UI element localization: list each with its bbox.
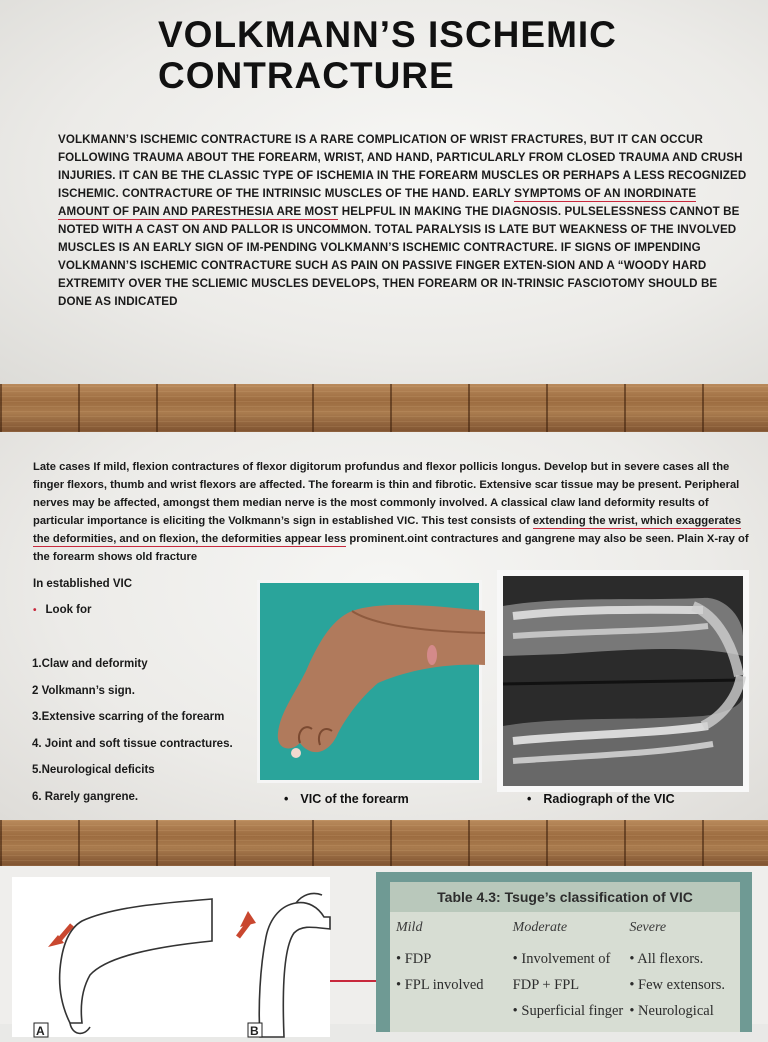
intro-text-end: HELPFUL IN MAKING THE DIAGNOSIS. PULSELESSNESS CANNOT BE NOTED WITH A CAST ON AND PALLOR IS UNCOMMON. TOTAL PARALYSIS IS LATE BUT WEAKNESS OF THE INVOLVED MUSCLES IS AN EARLY SIGN OF IM-PENDING VOLKMANN’S ISCHEMIC CONTRACTURE. IF SIGNS OF IMPENDING VOLKMANN’S ISCHEMIC CONTRACTURE SUCH AS PAIN ON PASSIVE FINGER EXTEN-SION AND A “WOODY HARD EXTREMITY OVER THE SCLIEMIC MUSCLES DEVELOPS, THEN FOREARM OR IN-TRINSIC FASCIOTOMY SHOULD BE DONE AS INDICATED xyxy=(58,205,740,308)
wood-divider-bottom xyxy=(0,820,768,866)
wood-divider-top xyxy=(0,384,768,432)
finding-item: 1.Claw and deformity xyxy=(32,658,148,670)
panel-label-a: A xyxy=(36,1024,45,1038)
slide-classification xyxy=(0,866,768,1038)
table-title: Table 4.3: Tsuge’s classification of VIC xyxy=(390,882,740,912)
caption-bullet: • xyxy=(284,792,289,806)
panel-label-b: B xyxy=(250,1024,259,1038)
slide-late-cases xyxy=(0,432,768,820)
table-cell: • Few extensors. xyxy=(629,977,726,993)
late-underlined-text: extending the wrist, which exaggerates the deformities, and on flexion, the deformities appear less xyxy=(33,515,742,545)
intro-paragraph xyxy=(58,131,748,311)
column-mild xyxy=(390,920,507,1024)
established-vic-heading: In established VIC xyxy=(33,578,133,590)
column-severe xyxy=(623,920,740,1024)
table-cell: • Involvement of xyxy=(512,951,611,967)
caption-radiograph xyxy=(527,792,675,806)
table-cell: • FDP xyxy=(396,951,432,967)
volkmann-sign-illustration xyxy=(12,877,330,1037)
late-cases-paragraph xyxy=(33,458,751,566)
findings-list xyxy=(32,656,233,816)
caption-photo-label: VIC of the forearm xyxy=(300,792,409,806)
finding-item: 5.Neurological deficits xyxy=(32,764,155,777)
vic-radiograph-image xyxy=(497,570,749,792)
column-moderate xyxy=(507,920,624,1024)
table-cell: FDP + FPL xyxy=(512,977,580,993)
table-cell: • Neurological xyxy=(629,1003,714,1019)
finding-item: 6. Rarely gangrene. xyxy=(32,790,139,803)
column-header: Severe xyxy=(629,920,667,935)
tsuge-classification-table xyxy=(376,872,752,1032)
look-for-item xyxy=(33,604,92,616)
vic-forearm-photo xyxy=(257,580,482,783)
column-header: Mild xyxy=(396,920,423,935)
late-text-end: prominent.oint contractures and gangrene may also be seen. Plain X-ray of the forearm shows old fracture xyxy=(33,533,749,563)
caption-vic-forearm xyxy=(284,792,409,806)
caption-bullet: • xyxy=(527,792,532,806)
volkmann-sign-figure xyxy=(12,877,330,1037)
table-cell: • All flexors. xyxy=(629,951,704,967)
table-cell: • Superficial finger xyxy=(512,1003,624,1019)
finding-item: 2 Volkmann’s sign. xyxy=(32,684,135,697)
finding-item: 4. Joint and soft tissue contractures. xyxy=(32,737,233,750)
look-for-label: Look for xyxy=(45,604,92,616)
intro-text-start: VOLKMANN’S ISCHEMIC CONTRACTURE IS A RARE COMPLICATION OF WRIST FRACTURES, BUT IT CAN OCCUR FOLLOWING TRAUMA ABOUT THE FOREARM, WRIST, AND HAND, PARTICULARLY FROM CLOSED TRAUMA AND CRUSH INJURIES. IT CAN BE THE CLASSIC TYPE OF ISCHEMIA IN THE FOREARM MUSCLES OR PERHAPS A LESS RECOGNIZED ISCHEMIC. CONTRACTURE OF THE INTRINSIC MUSCLES OF THE HAND. EARLY xyxy=(58,133,747,200)
slide-intro xyxy=(0,0,768,384)
connector-line xyxy=(330,980,376,982)
column-header: Moderate xyxy=(512,920,568,935)
intro-underlined-text: SYMPTOMS OF AN INORDINATE AMOUNT OF PAIN AND PARESTHESIA ARE MOST xyxy=(58,187,697,218)
table-cell: • FPL involved xyxy=(396,977,484,993)
late-text-start: Late cases If mild, flexion contractures of flexor digitorum profundus and flexor pollicis longus. Develop but in severe cases all the finger flexors, thumb and wrist flexors are affected. The forearm is thin and fibrotic. Extensive scar tissue may be present. Peripheral nerves may be affected, amongst them median nerve is the most commonly involved. A classical claw land deformity results of particular importance is eliciting the Volkmann’s sign in established VIC. This test consists of xyxy=(33,461,740,527)
slide-title: VOLKMANN’S ISCHEMIC CONTRACTURE xyxy=(158,14,617,96)
caption-xray-label: Radiograph of the VIC xyxy=(543,792,675,806)
bullet-icon: • xyxy=(33,605,37,616)
finding-item: 3.Extensive scarring of the forearm xyxy=(32,711,225,724)
xray-illustration xyxy=(503,576,743,786)
forearm-hand-illustration xyxy=(260,583,479,780)
